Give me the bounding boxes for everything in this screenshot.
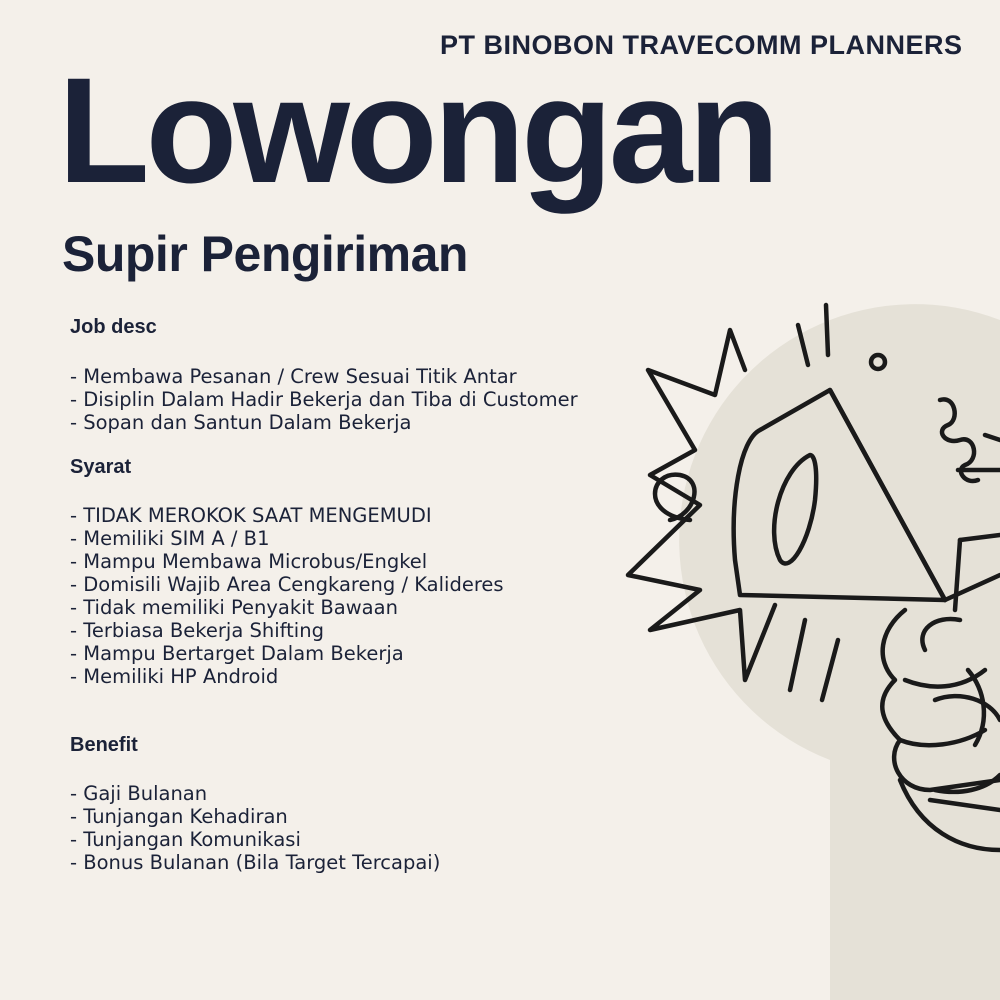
section-heading-job-desc: Job desc	[70, 316, 157, 338]
page-title: Lowongan	[58, 46, 776, 214]
list-item: - Terbiasa Bekerja Shifting	[70, 619, 504, 642]
list-item: - Sopan dan Santun Dalam Bekerja	[70, 411, 578, 434]
list-item: - Gaji Bulanan	[70, 782, 440, 805]
section-heading-benefit: Benefit	[70, 734, 138, 756]
list-item: - Disiplin Dalam Hadir Bekerja dan Tiba di Customer	[70, 388, 578, 411]
list-item: - Bonus Bulanan (Bila Target Tercapai)	[70, 851, 440, 874]
megaphone-hand-icon	[560, 280, 1000, 1000]
list-item: - Memiliki SIM A / B1	[70, 527, 504, 550]
list-item: - Membawa Pesanan / Crew Sesuai Titik Antar	[70, 365, 578, 388]
list-item: - Tunjangan Kehadiran	[70, 805, 440, 828]
list-item: - TIDAK MEROKOK SAAT MENGEMUDI	[70, 504, 504, 527]
section-heading-syarat: Syarat	[70, 456, 132, 478]
list-item: - Tidak memiliki Penyakit Bawaan	[70, 596, 504, 619]
job-desc-list	[70, 365, 578, 434]
syarat-list	[70, 504, 504, 688]
list-item: - Mampu Membawa Microbus/Engkel	[70, 550, 504, 573]
benefit-list	[70, 782, 440, 874]
job-position-subtitle: Supir Pengiriman	[62, 226, 468, 282]
list-item: - Memiliki HP Android	[70, 665, 504, 688]
list-item: - Domisili Wajib Area Cengkareng / Kalideres	[70, 573, 504, 596]
list-item: - Tunjangan Komunikasi	[70, 828, 440, 851]
company-name: PT BINOBON TRAVECOMM PLANNERS	[440, 30, 963, 60]
list-item: - Mampu Bertarget Dalam Bekerja	[70, 642, 504, 665]
